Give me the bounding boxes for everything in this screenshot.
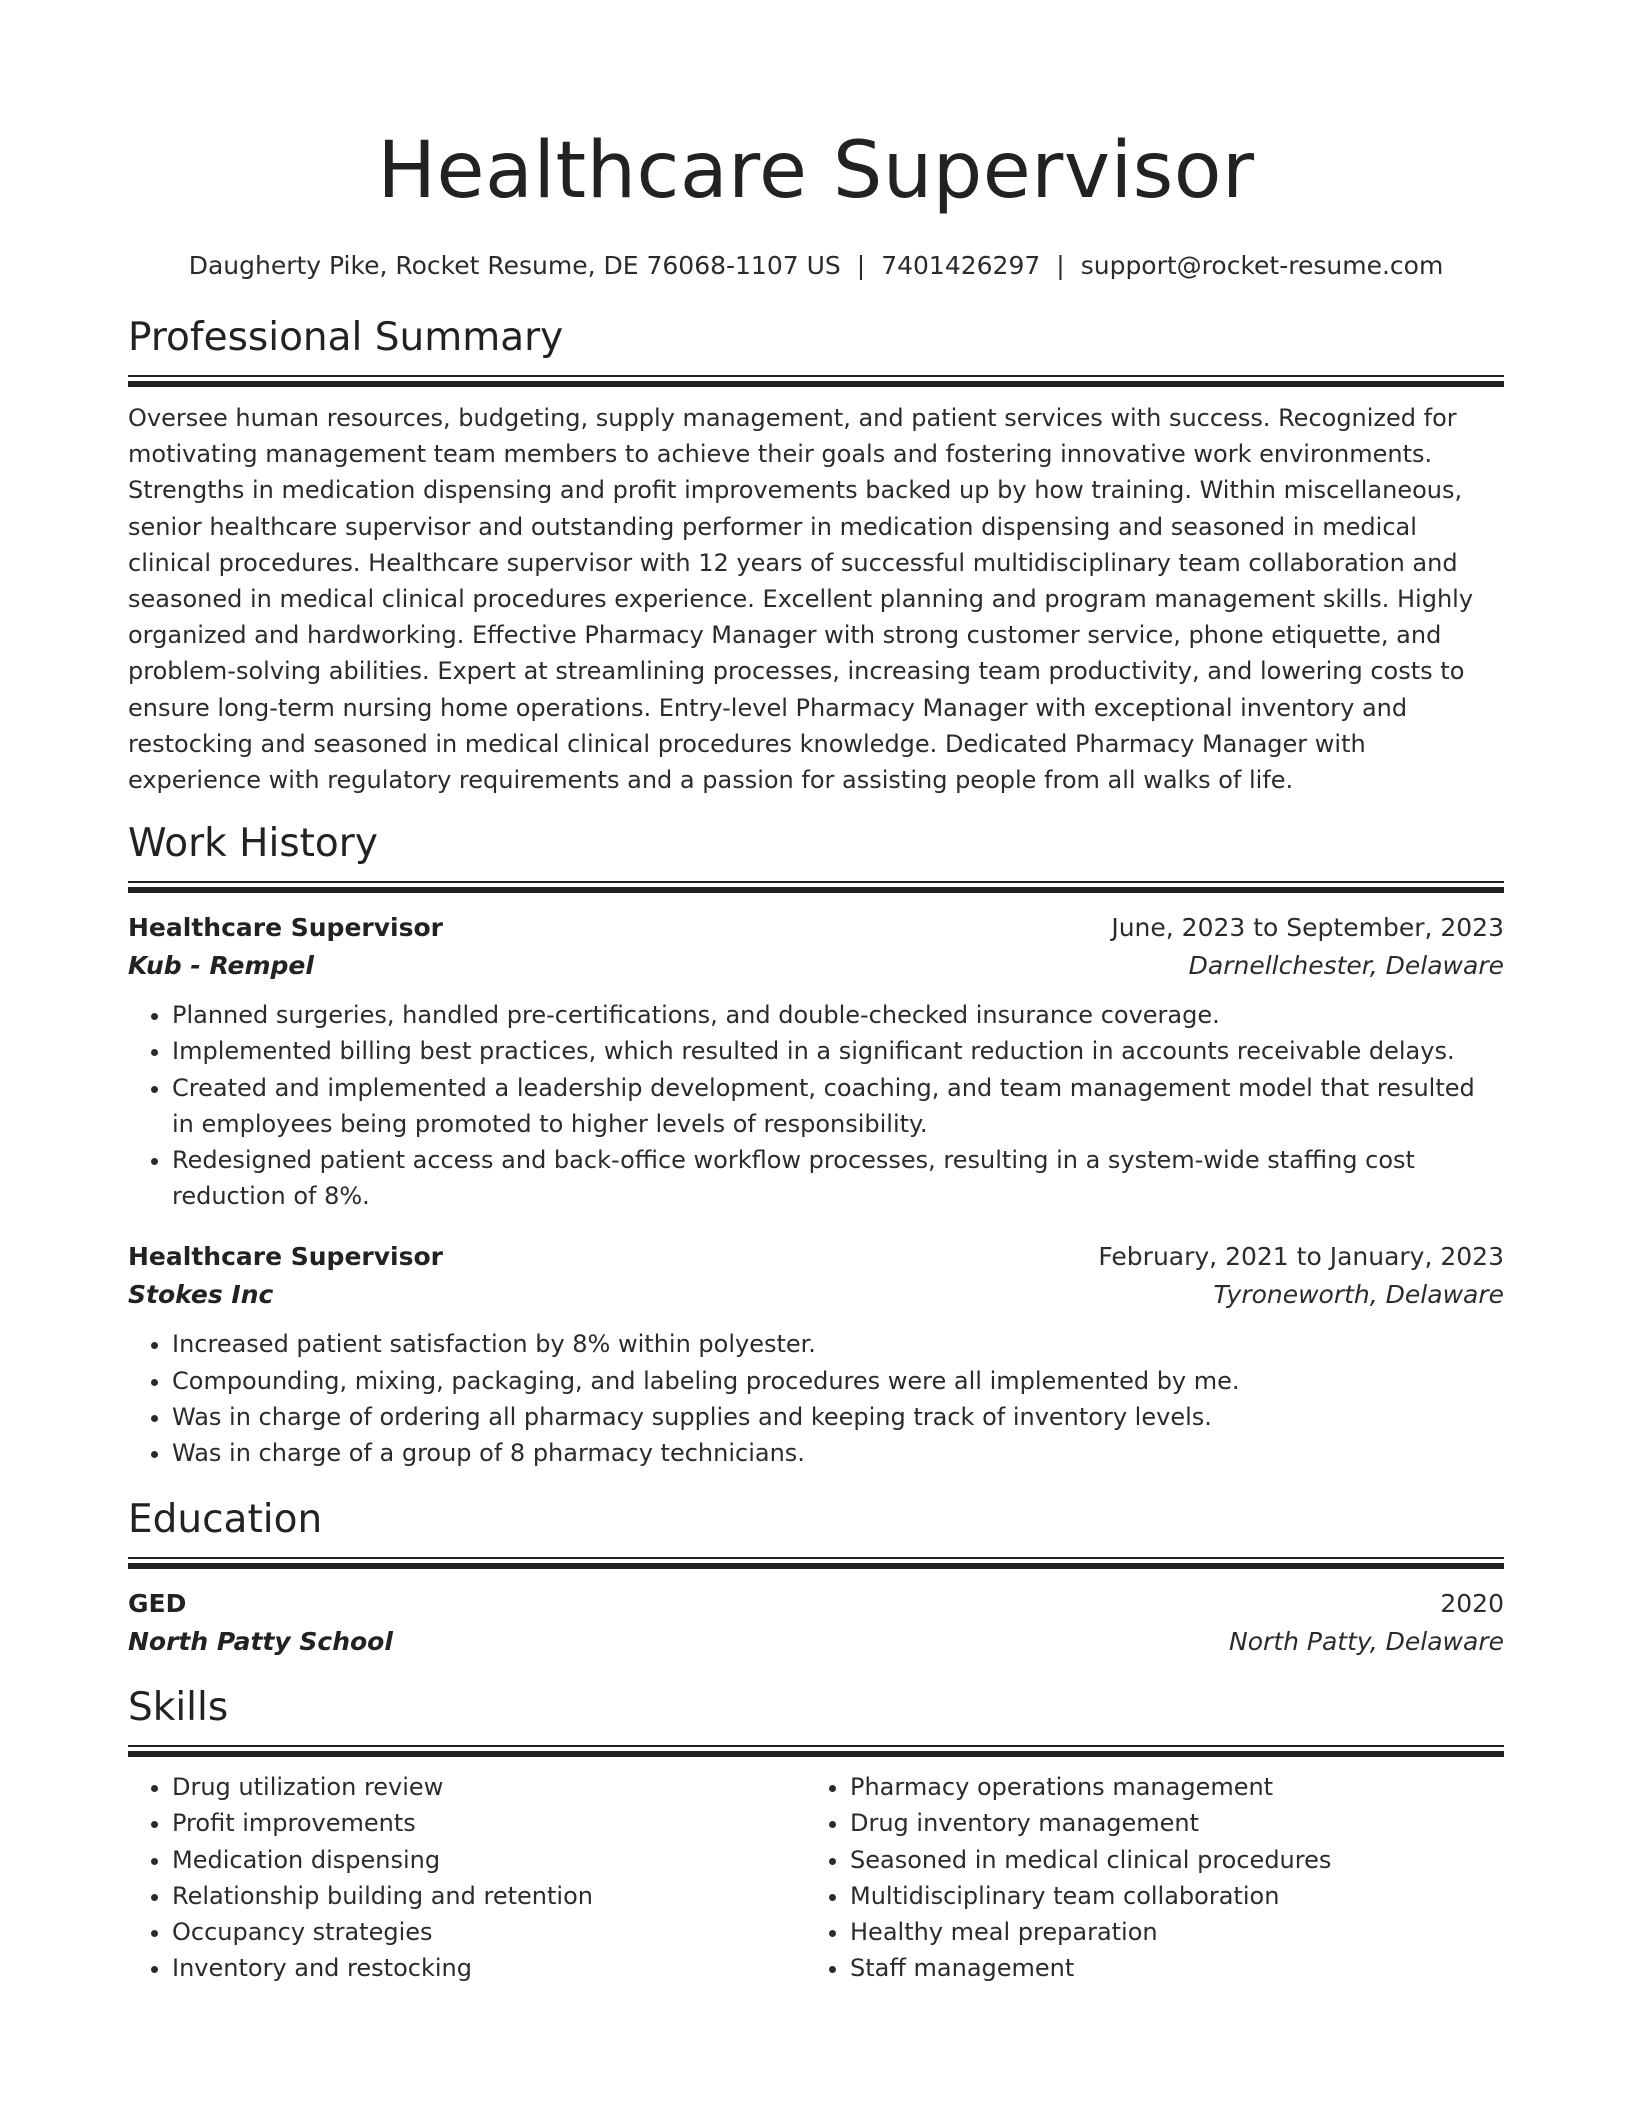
- section-divider: [128, 881, 1504, 893]
- job-title: Healthcare Supervisor: [128, 913, 443, 943]
- job-company: Stokes Inc: [128, 1280, 274, 1310]
- job-location: Darnellchester, Delaware: [1188, 951, 1504, 981]
- skills-columns: [128, 1769, 1504, 1986]
- education-location: North Patty, Delaware: [1229, 1627, 1504, 1657]
- job-bullets: [128, 1326, 1504, 1471]
- job-title: Healthcare Supervisor: [128, 1242, 443, 1272]
- job-bullet: • Increased patient satisfaction by 8% within polyester.: [172, 1326, 1504, 1362]
- contact-email: support@rocket-resume.com: [1080, 251, 1444, 280]
- education-heading: Education: [128, 1497, 323, 1543]
- job-header-row: [128, 909, 1504, 947]
- skill-item: • Occupancy strategies: [172, 1914, 806, 1950]
- skill-item: • Relationship building and retention: [172, 1878, 806, 1914]
- job-company-row: [128, 1276, 1504, 1314]
- skill-item: • Staff management: [850, 1950, 1484, 1986]
- job-entry: [128, 909, 1504, 1214]
- skill-item: • Profit improvements: [172, 1805, 806, 1841]
- contact-line: [128, 249, 1504, 283]
- section-divider: [128, 1557, 1504, 1569]
- skill-item: • Seasoned in medical clinical procedures: [850, 1842, 1484, 1878]
- education-header-row: [128, 1585, 1504, 1623]
- skill-item: • Pharmacy operations management: [850, 1769, 1484, 1805]
- skill-item: • Multidisciplinary team collaboration: [850, 1878, 1484, 1914]
- summary-section: [128, 313, 1504, 798]
- job-entry: [128, 1238, 1504, 1471]
- skill-item: • Drug inventory management: [850, 1805, 1484, 1841]
- job-dates: February, 2021 to January, 2023: [1098, 1242, 1504, 1272]
- education-entry: [128, 1585, 1504, 1661]
- skill-item: • Healthy meal preparation: [850, 1914, 1484, 1950]
- contact-address: Daugherty Pike, Rocket Resume, DE 76068-1107 US: [188, 251, 841, 280]
- education-degree: GED: [128, 1589, 187, 1619]
- job-company: Kub - Rempel: [128, 951, 314, 981]
- work-history-section: [128, 819, 1504, 1471]
- job-dates: June, 2023 to September, 2023: [1111, 913, 1504, 943]
- job-bullet: • Implemented billing best practices, which resulted in a significant reduction in accounts receivable delays.: [172, 1033, 1504, 1069]
- skills-heading: Skills: [128, 1685, 229, 1731]
- job-bullet: • Was in charge of a group of 8 pharmacy technicians.: [172, 1435, 1504, 1471]
- job-bullet: • Redesigned patient access and back-office workflow processes, resulting in a system-wide staffing cost reduction of 8%.: [172, 1142, 1504, 1214]
- job-company-row: [128, 947, 1504, 985]
- education-section: [128, 1495, 1504, 1661]
- section-divider: [128, 1745, 1504, 1757]
- job-location: Tyroneworth, Delaware: [1213, 1280, 1504, 1310]
- summary-text: Oversee human resources, budgeting, supply management, and patient services with success. Recognized for motivating management team members to achieve their goals and fostering innovative work environments. Strengths in medication dispensing and profit improvements backed up by how training. Within miscellaneous, senior healthcare supervisor and outstanding performer in medication dispensing and seasoned in medical clinical procedures. Healthcare supervisor with 12 years of successful multidisciplinary team collaboration and seasoned in medical clinical procedures experience. Excellent planning and program management skills. Highly organized and hardworking. Effective Pharmacy Manager with strong customer service, phone etiquette, and problem-solving abilities. Expert at streamlining processes, increasing team productivity, and lowering costs to ensure long-term nursing home operations. Entry-level Pharmacy Manager with exceptional inventory and restocking and seasoned in medical clinical procedures knowledge. Dedicated Pharmacy Manager with experience with regulatory requirements and a passion for assisting people from all walks of life.: [128, 404, 1474, 795]
- contact-phone: 7401426297: [881, 251, 1041, 280]
- skills-right-column: [806, 1769, 1484, 1986]
- contact-separator: |: [856, 251, 866, 280]
- skills-section: [128, 1683, 1504, 1986]
- skill-item: • Medication dispensing: [172, 1842, 806, 1878]
- job-bullets: [128, 997, 1504, 1214]
- skills-left-column: [128, 1769, 806, 1986]
- skill-item: • Inventory and restocking: [172, 1950, 806, 1986]
- resume-title: Healthcare Supervisor: [377, 126, 1255, 216]
- education-school-row: [128, 1623, 1504, 1661]
- education-school: North Patty School: [128, 1627, 393, 1657]
- job-bullet: • Was in charge of ordering all pharmacy supplies and keeping track of inventory levels.: [172, 1399, 1504, 1435]
- work-history-heading: Work History: [128, 821, 378, 867]
- summary-heading: Professional Summary: [128, 315, 564, 360]
- job-header-row: [128, 1238, 1504, 1276]
- skill-item: • Drug utilization review: [172, 1769, 806, 1805]
- job-bullet: • Planned surgeries, handled pre-certifications, and double-checked insurance coverage.: [172, 997, 1504, 1033]
- contact-separator: |: [1056, 251, 1065, 280]
- job-bullet: • Compounding, mixing, packaging, and labeling procedures were all implemented by me.: [172, 1363, 1504, 1399]
- section-divider: [128, 375, 1504, 387]
- education-year: 2020: [1440, 1589, 1504, 1619]
- job-bullet: • Created and implemented a leadership development, coaching, and team management model that resulted in employees being promoted to higher levels of responsibility.: [172, 1070, 1504, 1142]
